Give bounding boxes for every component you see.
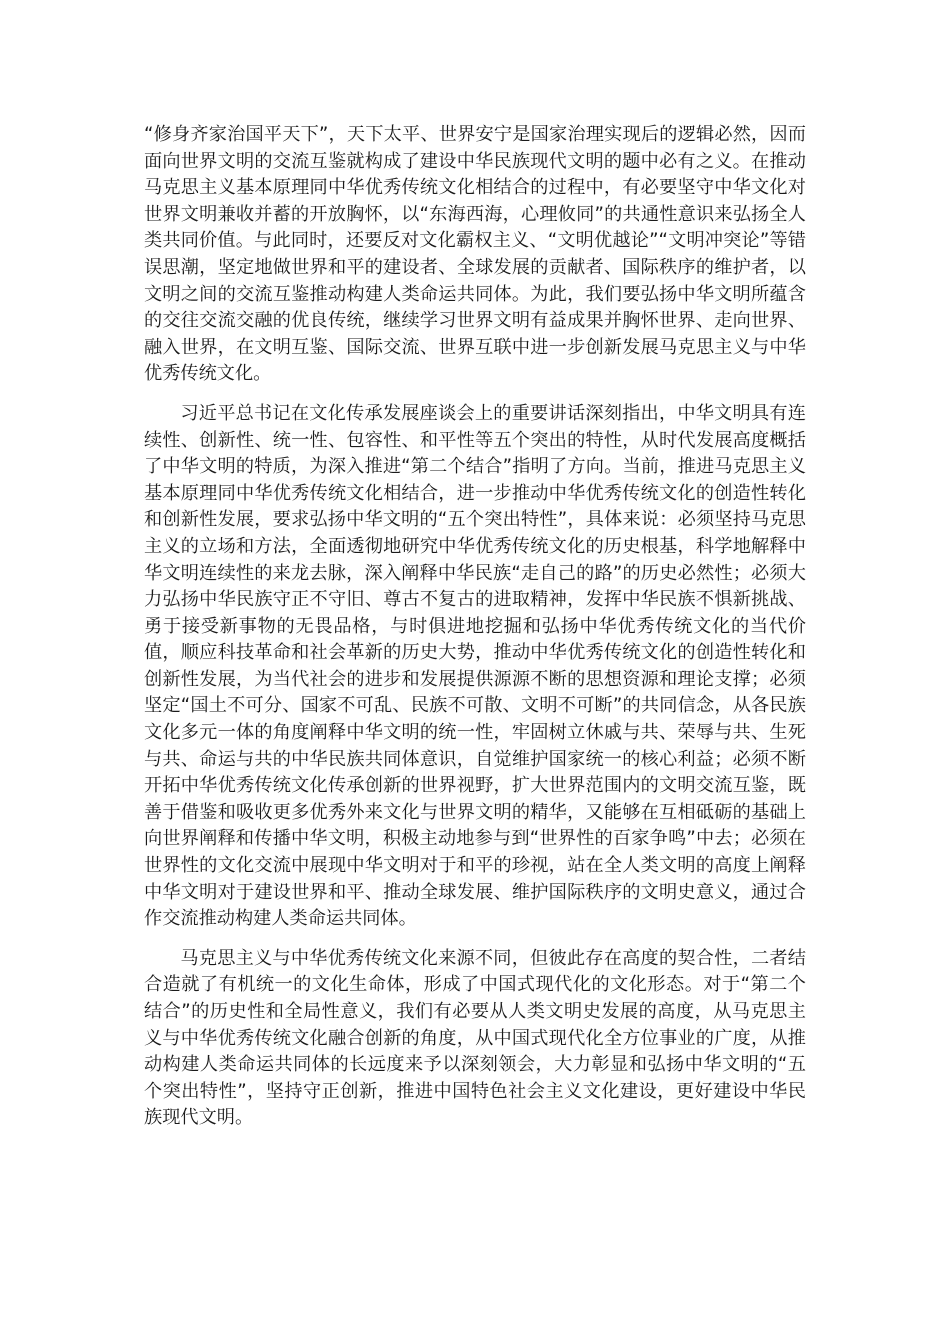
paragraph-1: “修身齐家治国平天下”，天下太平、世界安宁是国家治理实现后的逻辑必然，因而面向世界文明的交流互鉴就构成了建设中华民族现代文明的题中必有之义。在推动马克思主义基本原理同中华优秀传统文化相结合的过程中，有必要坚守中华文化对世界文明兼收并蓄的开放胸怀，以“东海西海，心理攸同”的共通性意识来弘扬全人类共同价值。与此同时，还要反对文化霸权主义、“文明优越论”“文明冲突论”等错误思潮，坚定地做世界和平的建设者、全球发展的贡献者、国际秩序的维护者，以文明之间的交流互鉴推动构建人类命运共同体。为此，我们要弘扬中华文明所蕴含的交往交流交融的优良传统，继续学习世界文明有益成果并胸怀世界、走向世界、融入世界，在文明互鉴、国际交流、世界互联中进一步创新发展马克思主义与中华优秀传统文化。 [144,124,806,385]
paragraph-2: 习近平总书记在文化传承发展座谈会上的重要讲话深刻指出，中华文明具有连续性、创新性、统一性、包容性、和平性等五个突出的特性，从时代发展高度概括了中华文明的特质，为深入推进“第二个结合”指明了方向。当前，推进马克思主义基本原理同中华优秀传统文化相结合，进一步推动中华优秀传统文化的创造性转化和创新性发展，要求弘扬中华文明的“五个突出特性”，具体来说：必须坚持马克思主义的立场和方法，全面透彻地研究中华优秀传统文化的历史根基，科学地解释中华文明连续性的来龙去脉，深入阐释中华民族“走自己的路”的历史必然性；必须大力弘扬中华民族守正不守旧、尊古不复古的进取精神，发挥中华民族不惧新挑战、勇于接受新事物的无畏品格，与时俱进地挖掘和弘扬中华优秀传统文化的当代价值，顺应科技革命和社会革新的历史大势，推动中华优秀传统文化的创造性转化和创新性发展，为当代社会的进步和发展提供源源不断的思想资源和理论支撑；必须坚定“国土不可分、国家不可乱、民族不可散、文明不可断”的共同信念，从各民族文化多元一体的角度阐释中华文明的统一性，牢固树立休戚与共、荣辱与共、生死与共、命运与共的中华民族共同体意识，自觉维护国家统一的核心利益；必须不断开拓中华优秀传统文化传承创新的世界视野，扩大世界范围内的文明交流互鉴，既善于借鉴和吸收更多优秀外来文化与世界文明的精华，又能够在互相砥砺的基础上向世界阐释和传播中华文明，积极主动地参与到“世界性的百家争鸣”中去；必须在世界性的文化交流中展现中华文明对于和平的珍视，站在全人类文明的高度上阐释中华文明对于建设世界和平、推动全球发展、维护国际秩序的文明史意义，通过合作交流推动构建人类命运共同体。 [144,402,806,930]
document-page [144,122,806,1145]
paragraph-3: 马克思主义与中华优秀传统文化来源不同，但彼此存在高度的契合性，二者结合造就了有机统一的文化生命体，形成了中国式现代化的文化形态。对于“第二个结合”的历史性和全局性意义，我们有必要从人类文明史发展的高度，从马克思主义与中华优秀传统文化融合创新的角度，从中国式现代化全方位事业的广度，从推动构建人类命运共同体的长远度来予以深刻领会，大力彰显和弘扬中华文明的“五个突出特性”，坚持守正创新，推进中国特色社会主义文化建设，更好建设中华民族现代文明。 [144,947,806,1129]
